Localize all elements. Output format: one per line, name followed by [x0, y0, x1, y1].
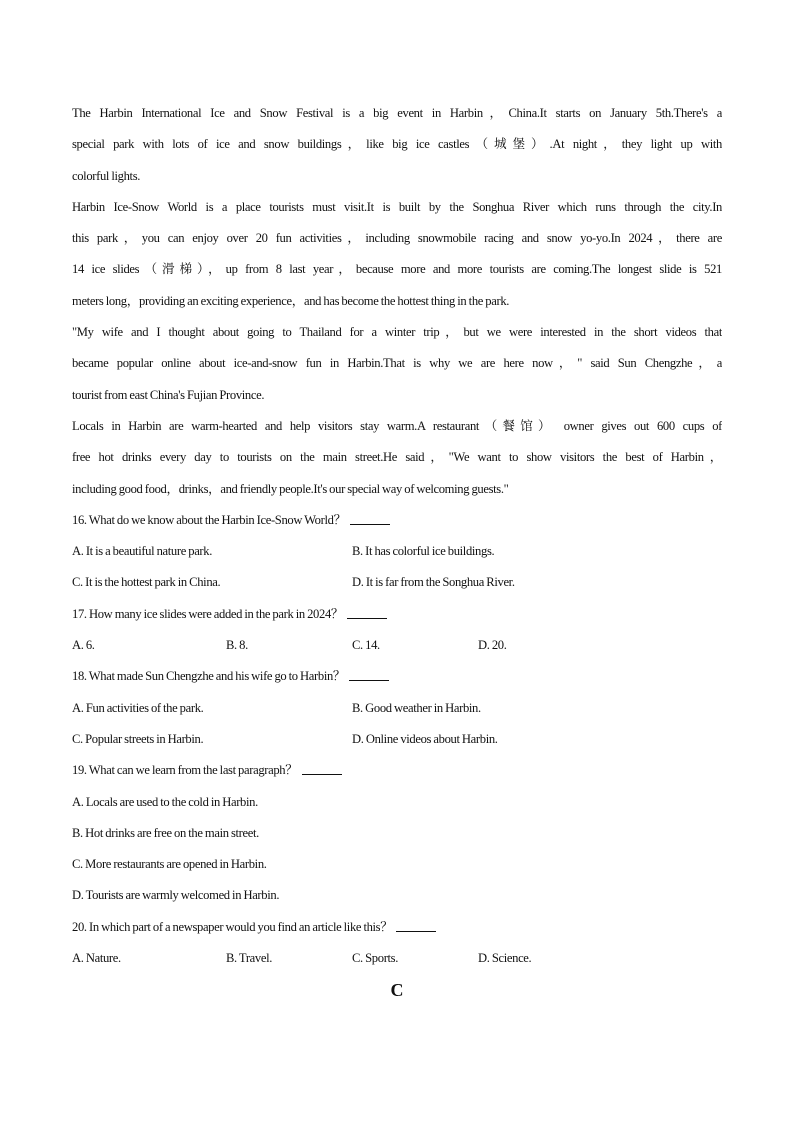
option-d[interactable]: D. Tourists are warmly welcomed in Harbin.	[72, 888, 280, 903]
text-line: this park，you can enjoy over 20 fun activities，including snowmobile racing and snow yo-yo.In 2024，there are	[72, 231, 722, 246]
text-line: 14 ice slides（滑梯），up from 8 last year，because more and more tourists are coming.The longest slide is 521	[72, 262, 722, 277]
option-a[interactable]: A. Fun activities of the park.	[72, 700, 204, 715]
text-line: colorful lights.	[72, 168, 141, 183]
passage-paragraph-4	[72, 411, 722, 505]
document-page	[72, 98, 722, 974]
answer-blank[interactable]	[396, 930, 436, 932]
option-c[interactable]: C. Popular streets in Harbin.	[72, 731, 204, 746]
option-b[interactable]: B. Good weather in Harbin.	[352, 700, 481, 715]
question-20	[72, 912, 722, 975]
question-19	[72, 755, 722, 911]
option-a[interactable]: A. 6.	[72, 638, 95, 653]
text-line: special park with lots of ice and snow buildings，like big ice castles（城堡）.At night，they light up with	[72, 137, 722, 152]
option-b[interactable]: B. Travel.	[226, 951, 273, 966]
option-a[interactable]: A. Nature.	[72, 951, 121, 966]
option-c[interactable]: C. It is the hottest park in China.	[72, 575, 221, 590]
option-d[interactable]: D. Online videos about Harbin.	[352, 731, 498, 746]
answer-blank[interactable]	[349, 679, 389, 681]
option-c[interactable]: C. More restaurants are opened in Harbin.	[72, 857, 267, 872]
answer-blank[interactable]	[302, 773, 342, 775]
option-d[interactable]: D. 20.	[478, 638, 507, 653]
option-c[interactable]: C. Sports.	[352, 951, 399, 966]
question-16	[72, 505, 722, 599]
option-a[interactable]: A. It is a beautiful nature park.	[72, 544, 213, 559]
text-line: meters long，providing an exciting experience，and has become the hottest thing in the park.	[72, 293, 510, 308]
question-stem: 17. How many ice slides were added in the park in 2024？	[72, 606, 344, 621]
option-a[interactable]: A. Locals are used to the cold in Harbin.	[72, 794, 258, 809]
option-b[interactable]: B. It has colorful ice buildings.	[352, 544, 495, 559]
text-line: Harbin Ice-Snow World is a place tourists must visit.It is built by the Songhua River which runs through the city.In	[72, 199, 722, 214]
question-18	[72, 661, 722, 755]
text-line: became popular online about ice-and-snow fun in Harbin.That is why we are here now，" said Sun Chengzhe，a	[72, 356, 722, 371]
option-b[interactable]: B. Hot drinks are free on the main street.	[72, 825, 259, 840]
question-stem: 19. What can we learn from the last paragraph？	[72, 763, 298, 778]
passage-paragraph-2	[72, 192, 722, 317]
question-stem: 20. In which part of a newspaper would you find an article like this？	[72, 919, 393, 934]
answer-blank[interactable]	[350, 523, 390, 525]
question-stem: 16. What do we know about the Harbin Ice-Snow World？	[72, 512, 346, 527]
passage-paragraph-1	[72, 98, 722, 192]
text-line: Locals in Harbin are warm-hearted and help visitors stay warm.A restaurant（餐馆） owner gives out 600 cups of	[72, 418, 722, 433]
passage-paragraph-3	[72, 317, 722, 411]
text-line: tourist from east China's Fujian Province.	[72, 387, 265, 402]
text-line: "My wife and I thought about going to Thailand for a winter trip，but we were interested in the short videos that	[72, 325, 722, 340]
text-line: including good food，drinks，and friendly people.It's our special way of welcoming guests."	[72, 481, 509, 496]
answer-blank[interactable]	[347, 617, 387, 619]
question-stem: 18. What made Sun Chengzhe and his wife go to Harbin？	[72, 669, 346, 684]
option-d[interactable]: D. Science.	[478, 951, 532, 966]
question-17	[72, 599, 722, 662]
section-heading: C	[390, 980, 404, 1000]
option-d[interactable]: D. It is far from the Songhua River.	[352, 575, 515, 590]
text-line: The Harbin International Ice and Snow Festival is a big event in Harbin，China.It starts on January 5th.There's a	[72, 106, 722, 120]
text-line: free hot drinks every day to tourists on the main street.He said，"We want to show visitors the best of Harbin，	[72, 450, 722, 465]
option-c[interactable]: C. 14.	[352, 638, 380, 653]
option-b[interactable]: B. 8.	[226, 638, 248, 653]
